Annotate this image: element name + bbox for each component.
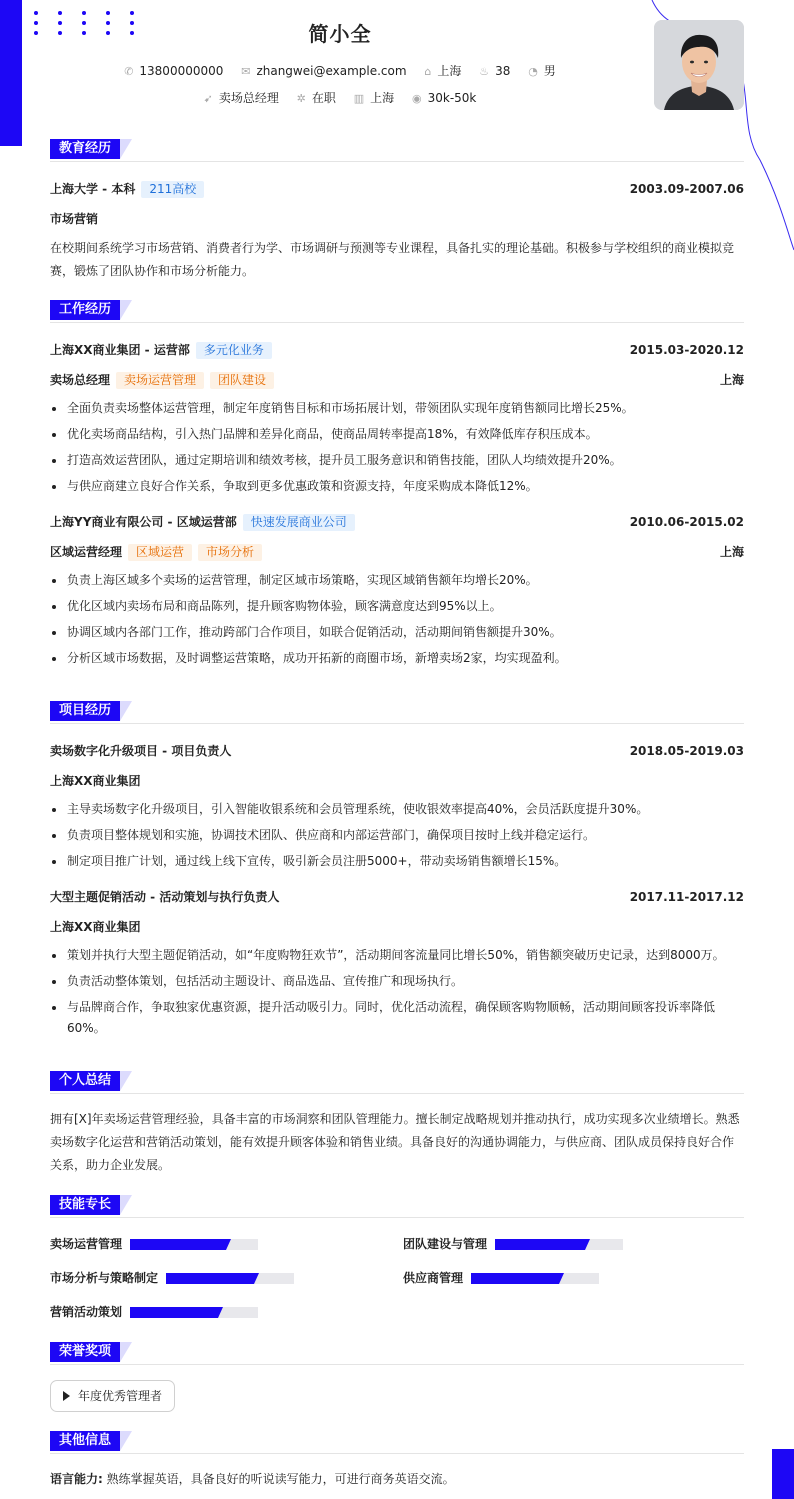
list-item: 优化区域内卖场布局和商品陈列，提升顾客购物体验，顾客满意度达到95%以上。: [50, 596, 744, 617]
dot: [82, 11, 86, 15]
section-title-other: 其他信息: [50, 1431, 120, 1451]
skill-bar: [495, 1239, 623, 1250]
project-org-row: [50, 768, 744, 794]
status-icon: ✲: [296, 92, 306, 105]
section-title-summary: 个人总结: [50, 1071, 120, 1091]
skills-section: [50, 1195, 744, 1218]
work-section: [50, 300, 744, 674]
list-item: 负责上海区域多个卖场的运营管理，制定区域市场策略，实现区域销售额年均增长20%。: [50, 570, 744, 591]
company-tag: 多元化业务: [196, 342, 272, 359]
salary-icon: ◉: [411, 92, 422, 105]
role-tag: 团队建设: [210, 372, 274, 389]
skill-bar: [166, 1273, 294, 1284]
skill-bar: [130, 1307, 258, 1318]
skill-bar-fill: [130, 1307, 218, 1318]
gender-icon: ◔: [528, 65, 538, 78]
building-icon: ▥: [353, 92, 365, 105]
list-item: 负责项目整体规划和实施，协调技术团队、供应商和内部运营部门，确保项目按时上线并稳定运行。: [50, 825, 744, 846]
list-item: 协调区域内各部门工作，推动跨部门合作项目，如联合促销活动，活动期间销售额提升30%。: [50, 622, 744, 643]
dot: [106, 11, 110, 15]
education-header-row: [50, 176, 744, 202]
job-city: 上海: [719, 373, 744, 387]
project-bullets: [50, 799, 744, 872]
project-header-row: [50, 738, 744, 764]
skill-item: 供应商管理: [403, 1270, 463, 1286]
job-city: 上海: [719, 545, 744, 559]
list-item: 优化卖场商品结构，引入热门品牌和差异化商品，使商品周转率提高18%，有效降低库存积压成本。: [50, 424, 744, 445]
send-icon: ➹: [203, 92, 213, 105]
role-tag: 卖场运营管理: [116, 372, 204, 389]
list-item: 主导卖场数字化升级项目，引入智能收银系统和会员管理系统，使收银效率提高40%，会员活跃度提升30%。: [50, 799, 744, 820]
project-header-row: [50, 884, 744, 910]
summary-section: [50, 1071, 744, 1177]
education-section: [50, 139, 744, 283]
section-title-skills: 技能专长: [50, 1195, 120, 1215]
award-name: 年度优秀管理者: [78, 1389, 163, 1403]
major-row: [50, 206, 744, 232]
skill-item: 市场分析与策略制定: [50, 1270, 158, 1286]
info-gender: ◔ 男: [528, 64, 556, 78]
project-org-row: [50, 914, 744, 940]
dot: [34, 11, 38, 15]
skill-bar-fill: [130, 1239, 226, 1250]
company-name: 上海YY商业有限公司 - 区域运营部: [50, 515, 237, 529]
project-bullets: [50, 945, 744, 1039]
job-date: 2015.03-2020.12: [629, 343, 744, 357]
section-title-work: 工作经历: [50, 300, 120, 320]
section-title-honors: 荣誉奖项: [50, 1342, 120, 1362]
list-item: 全面负责卖场整体运营管理，制定年度销售目标和市场拓展计划，带领团队实现年度销售额同比增长25%。: [50, 398, 744, 419]
list-item: 策划并执行大型主题促销活动，如“年度购物狂欢节”，活动期间客流量同比增长50%，销售额突破历史记录，达到8000万。: [50, 945, 744, 966]
skill-bar: [130, 1239, 258, 1250]
language-text: 熟练掌握英语，具备良好的听说读写能力，可进行商务英语交流。: [106, 1472, 455, 1486]
job-header-row: [50, 509, 744, 535]
projects-section: [50, 701, 744, 1044]
honors-section: [50, 1342, 744, 1365]
project-date: 2017.11-2017.12: [629, 890, 744, 904]
info-age: ♨ 38: [479, 64, 511, 78]
job-role-row: [50, 367, 744, 393]
education-description: 在校期间系统学习市场营销、消费者行为学、市场调研与预测等专业课程，具备扎实的理论基础。积极参与学校组织的商业模拟竞赛，锻炼了团队协作和市场分析能力。: [50, 241, 735, 278]
education-date: 2003.09-2007.06: [629, 182, 744, 196]
job-header-row: [50, 337, 744, 363]
info-email: ✉ zhangwei@example.com: [241, 64, 407, 78]
info-city: ⌂ 上海: [424, 64, 462, 78]
mail-icon: ✉: [241, 65, 251, 78]
role-tag: 区域运营: [128, 544, 192, 561]
info-phone: ✆ 13800000000: [124, 64, 224, 78]
project-org: 上海XX商业集团: [50, 920, 141, 934]
dot: [130, 11, 134, 15]
info-salary: ◉ 30k-50k: [411, 91, 477, 105]
list-item: 与品牌商合作，争取独家优惠资源，提升活动吸引力。同时，优化活动流程，确保顾客购物顺畅，活动期间顾客投诉率降低60%。: [50, 997, 744, 1039]
project-name: 大型主题促销活动 - 活动策划与执行负责人: [50, 890, 280, 904]
role-tag: 市场分析: [198, 544, 262, 561]
job-role: 区域运营经理: [50, 545, 123, 559]
dot: [58, 11, 62, 15]
info-work-city: ▥ 上海: [353, 91, 395, 105]
school-tag: 211高校: [141, 181, 204, 198]
skill-bar-fill: [166, 1273, 254, 1284]
skill-bar: [471, 1273, 599, 1284]
accent-bar-right: [772, 1449, 794, 1499]
skill-item: 卖场运营管理: [50, 1236, 122, 1252]
job-role-row: [50, 539, 744, 565]
list-item: 分析区域市场数据，及时调整运营策略，成功开拓新的商圈市场，新增卖场2家，均实现盈利。: [50, 648, 744, 669]
home-icon: ⌂: [424, 65, 432, 78]
list-item: 制定项目推广计划，通过线上线下宣传，吸引新会员注册5000+，带动卖场销售额增长15%。: [50, 851, 744, 872]
section-title-education: 教育经历: [50, 139, 120, 159]
phone-icon: ✆: [124, 65, 134, 78]
list-item: 打造高效运营团队，通过定期培训和绩效考核，提升员工服务意识和销售技能，团队人均绩效提升20%。: [50, 450, 744, 471]
contact-info-row: [0, 62, 680, 79]
other-section: [50, 1431, 744, 1491]
company-name: 上海XX商业集团 - 运营部: [50, 343, 190, 357]
avatar-photo: [654, 20, 744, 110]
project-date: 2018.05-2019.03: [629, 744, 744, 758]
award-badge: [50, 1380, 175, 1412]
candidate-name: 简小全: [308, 22, 372, 46]
job-date: 2010.06-2015.02: [629, 515, 744, 529]
skill-bar-fill: [495, 1239, 585, 1250]
skill-item: 营销活动策划: [50, 1304, 122, 1320]
project-org: 上海XX商业集团: [50, 774, 141, 788]
info-status: ✲ 在职: [296, 91, 336, 105]
cake-icon: ♨: [479, 65, 490, 78]
job-role: 卖场总经理: [50, 373, 111, 387]
major: 市场营销: [50, 212, 99, 226]
info-position: ➹ 卖场总经理: [203, 91, 279, 105]
skill-item: 团队建设与管理: [403, 1236, 487, 1252]
language-label: 语言能力:: [50, 1472, 103, 1486]
language-info: [50, 1468, 744, 1491]
job-bullets: [50, 398, 744, 497]
summary-text: 拥有[X]年卖场运营管理经验，具备丰富的市场洞察和团队管理能力。擅长制定战略规划并推动执行，成功实现多次业绩增长。熟悉卖场数字化运营和营销活动策划，能有效提升顾客体验和销售业绩。具备良好的沟通协调能力，与供应商、团队成员保持良好合作关系，助力企业发展。: [50, 1112, 740, 1172]
skill-bar-fill: [471, 1273, 559, 1284]
school-name: 上海大学 - 本科: [50, 182, 136, 196]
list-item: 负责活动整体策划，包括活动主题设计、商品选品、宣传推广和现场执行。: [50, 971, 744, 992]
project-name: 卖场数字化升级项目 - 项目负责人: [50, 744, 232, 758]
list-item: 与供应商建立良好合作关系，争取到更多优惠政策和资源支持，年度采购成本降低12%。: [50, 476, 744, 497]
job-bullets: [50, 570, 744, 669]
section-title-projects: 项目经历: [50, 701, 120, 721]
company-tag: 快速发展商业公司: [243, 514, 355, 531]
play-icon: [63, 1391, 70, 1401]
job-intent-row: [0, 89, 680, 106]
